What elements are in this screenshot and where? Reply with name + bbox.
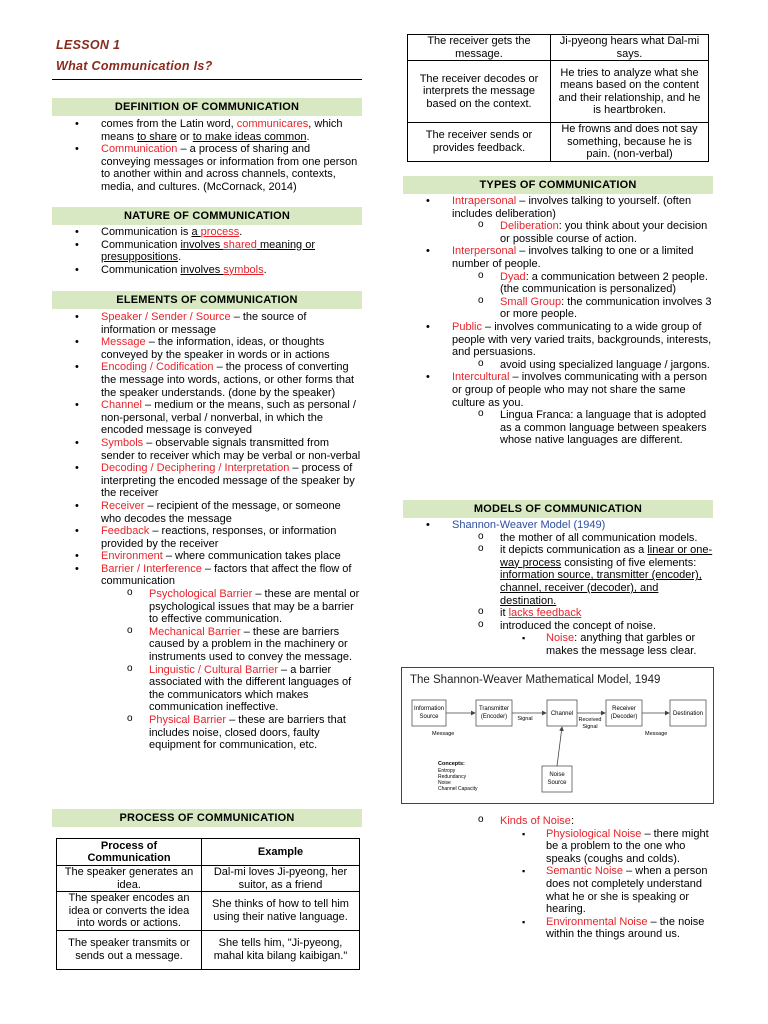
process-heading: PROCESS OF COMMUNICATION xyxy=(52,809,362,827)
types-list xyxy=(403,195,713,447)
list-item: o Kinds of Noise: xyxy=(403,815,713,828)
table-row: The speaker encodes an idea or converts the idea into words or actions. She thinks of how to tell him using their native language. xyxy=(57,892,360,931)
list-item: ▪ Semantic Noise – when a person does not completely understand what he or she is speaking or hearing. xyxy=(403,865,713,915)
diagram-svg xyxy=(402,668,713,803)
list-item: • Encoding / Codification – the process of converting the message into words, actions, or other forms that the speaker understands. (done by the speaker) xyxy=(52,361,362,399)
list-item: o Deliberation: you think about your decision or possible course of action. xyxy=(403,220,713,245)
definition-list xyxy=(52,118,362,194)
transmitter-box xyxy=(476,700,512,726)
elements-list xyxy=(52,311,362,752)
info-source-box xyxy=(412,700,446,726)
table-header: Example xyxy=(202,839,360,866)
models-heading: MODELS OF COMMUNICATION xyxy=(403,500,713,518)
list-item: ▪ Physiological Noise – there might be a problem to the one who speaks (coughs and colds). xyxy=(403,828,713,866)
list-item: • Communication – a process of sharing and conveying messages or information from one person to another within and across channels, contexts, media, and cultures. (McCornack, 2014) xyxy=(52,143,362,193)
list-item: o Psychological Barrier – these are mental or psychological issues that may be a barrier to effective communication. xyxy=(52,588,362,626)
noise-source-box xyxy=(542,766,572,792)
list-item: o Small Group: the communication involves 3 or more people. xyxy=(403,296,713,321)
svg-text:Channel: Channel xyxy=(550,711,574,717)
list-item: o it depicts communication as a linear or one-way process consisting of five elements: information source, transmitter (encoder), channel, receiver (decoder), and destination. xyxy=(403,544,713,607)
list-item: o Mechanical Barrier – these are barriers caused by a problem in the machinery or instruments used to convey the message. xyxy=(52,626,362,664)
list-item: • Communication is a process. xyxy=(52,226,362,239)
list-item: • Public – involves communicating to a wide group of people with very varied traits, backgrounds, interests, and persuasions. xyxy=(403,321,713,359)
table-row: The speaker transmits or sends out a message. She tells him, "Ji-pyeong, mahal kita bilang kaibigan." xyxy=(57,930,360,969)
list-item: • Speaker / Sender / Source – the source of information or message xyxy=(52,311,362,336)
list-item: • Decoding / Deciphering / Interpretation – process of interpreting the encoded message of the speaker by the receiver xyxy=(52,462,362,500)
svg-text:Source: Source xyxy=(419,714,439,720)
list-item: • Environment – where communication takes place xyxy=(52,550,362,563)
list-item: o Dyad: a communication between 2 people. (the communication is personalized) xyxy=(403,271,713,296)
shannon-weaver-diagram xyxy=(401,667,714,804)
diagram-title: The Shannon-Weaver Mathematical Model, 1949 xyxy=(410,674,661,686)
lesson-label: LESSON 1 xyxy=(56,38,121,52)
list-item: • Receiver – recipient of the message, or someone who decodes the message xyxy=(52,500,362,525)
list-item: o the mother of all communication models. xyxy=(403,532,713,545)
list-item: • Message – the information, ideas, or thoughts conveyed by the speaker in words or in actions xyxy=(52,336,362,361)
list-item: o Lingua Franca: a language that is adopted as a common language between speakers whose native languages are different. xyxy=(403,409,713,447)
svg-text:Noise: Noise xyxy=(438,780,451,786)
list-item: • Shannon-Weaver Model (1949) xyxy=(403,519,713,532)
list-item: • Communication involves shared meaning or presuppositions. xyxy=(52,239,362,264)
svg-text:Entropy: Entropy xyxy=(438,768,456,774)
list-item: • Interpersonal – involves talking to one or a limited number of people. xyxy=(403,245,713,270)
list-item: • Intercultural – involves communicating with a person or group of people who may not share the same culture as you. xyxy=(403,371,713,409)
svg-text:Information: Information xyxy=(413,706,445,712)
lesson-title: What Communication Is? xyxy=(56,59,213,73)
svg-text:Channel Capacity: Channel Capacity xyxy=(438,786,478,792)
process-table xyxy=(56,838,360,970)
list-item: • Intrapersonal – involves talking to yourself. (often includes deliberation) xyxy=(403,195,713,220)
svg-text:Received: Received xyxy=(578,717,602,723)
list-item: o avoid using specialized language / jargons. xyxy=(403,359,713,372)
svg-text:Signal: Signal xyxy=(582,724,598,730)
list-item: o it lacks feedback xyxy=(403,607,713,620)
list-item: • Symbols – observable signals transmitted from sender to receiver which may be verbal or non-verbal xyxy=(52,437,362,462)
noise-kinds-list xyxy=(403,815,713,941)
elements-heading: ELEMENTS OF COMMUNICATION xyxy=(52,291,362,309)
svg-text:Noise: Noise xyxy=(549,772,565,778)
list-item: • Barrier / Interference – factors that affect the flow of communication xyxy=(52,563,362,588)
process-table-continued xyxy=(407,34,709,162)
table-row: The receiver decodes or interprets the message based on the context. He tries to analyze what she means based on the content and their relationship, and he is heartbroken. xyxy=(408,61,709,123)
list-item: • Feedback – reactions, responses, or information provided by the receiver xyxy=(52,525,362,550)
svg-text:Concepts:: Concepts: xyxy=(438,761,465,767)
list-item: • Communication involves symbols. xyxy=(52,264,362,277)
svg-text:Signal: Signal xyxy=(517,716,533,722)
svg-text:Message: Message xyxy=(432,731,455,737)
list-item: ▪ Environmental Noise – the noise within the things around us. xyxy=(403,916,713,941)
list-item: o introduced the concept of noise. xyxy=(403,620,713,633)
types-heading: TYPES OF COMMUNICATION xyxy=(403,176,713,194)
definition-heading: DEFINITION OF COMMUNICATION xyxy=(52,98,362,116)
list-item: ▪ Noise: anything that garbles or makes the message less clear. xyxy=(403,632,713,657)
nature-heading: NATURE OF COMMUNICATION xyxy=(52,207,362,225)
svg-text:Receiver: Receiver xyxy=(612,706,636,712)
list-item: • Channel – medium or the means, such as personal / non-personal, verbal / nonverbal, in which the encoded message is conveyed xyxy=(52,399,362,437)
list-item: o Physical Barrier – these are barriers that includes noise, closed doors, faulty equipment for communication, etc. xyxy=(52,714,362,752)
list-item: o Linguistic / Cultural Barrier – a barrier associated with the different languages of the communicators which makes communication ineffective. xyxy=(52,664,362,714)
svg-text:Transmitter: Transmitter xyxy=(478,706,510,712)
svg-text:(Encoder): (Encoder) xyxy=(480,714,508,720)
table-row: The receiver sends or provides feedback. He frowns and does not say something, because he is pain. (non-verbal) xyxy=(408,123,709,162)
table-row: The receiver gets the message. Ji-pyeong hears what Dal-mi says. xyxy=(408,35,709,61)
svg-text:(Decoder): (Decoder) xyxy=(610,714,638,720)
receiver-box xyxy=(606,700,642,726)
svg-text:Redundancy: Redundancy xyxy=(438,774,467,780)
table-row: The speaker generates an idea. Dal-mi loves Ji-pyeong, her suitor, as a friend xyxy=(57,866,360,892)
svg-text:Destination: Destination xyxy=(672,711,704,717)
list-item: • comes from the Latin word, communicares, which means to share or to make ideas common. xyxy=(52,118,362,143)
nature-list xyxy=(52,226,362,276)
table-header: Process of Communication xyxy=(57,839,202,866)
svg-text:Source: Source xyxy=(547,780,567,786)
svg-text:Message: Message xyxy=(645,731,668,737)
divider xyxy=(52,79,362,80)
models-list xyxy=(403,519,713,658)
